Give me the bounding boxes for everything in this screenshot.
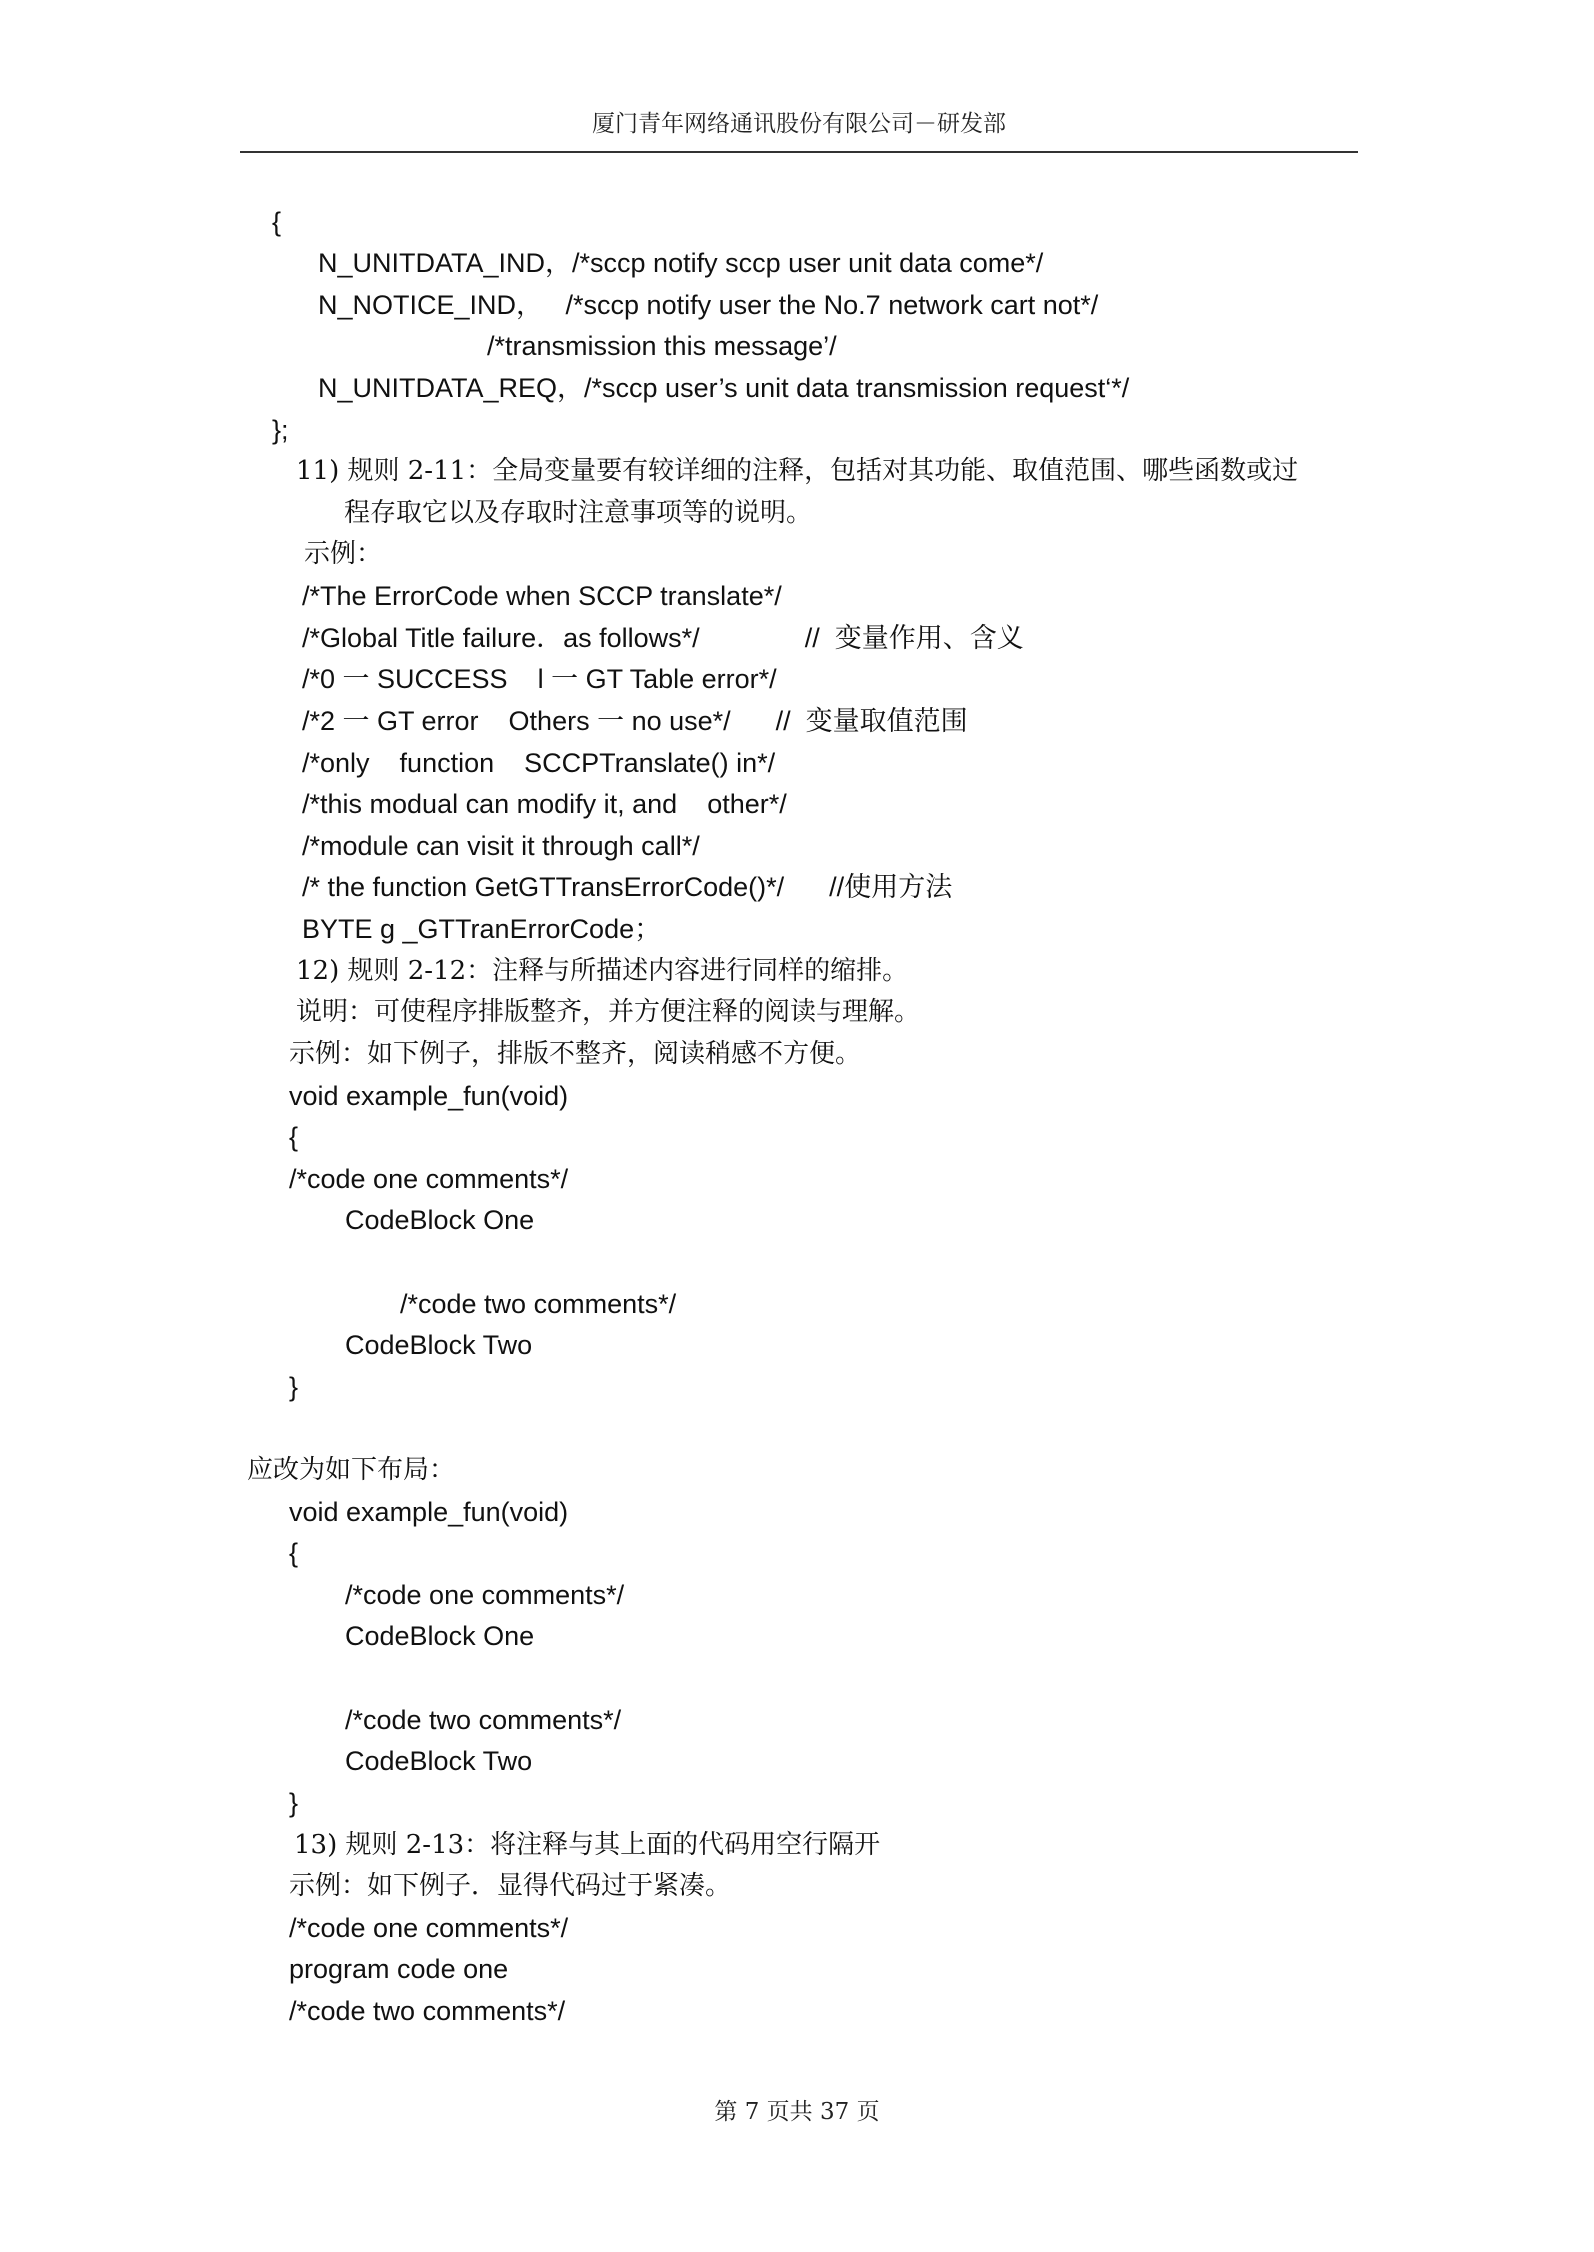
rule-text: 说明：可使程序排版整齐，并方便注释的阅读与理解。 — [296, 997, 921, 1027]
code-line: { — [289, 1122, 299, 1152]
example-label: 示例：如下例子，排版不整齐，阅读稍感不方便。 — [289, 1039, 862, 1069]
code-line: /*The ErrorCode when SCCP translate*/ — [302, 581, 782, 611]
header-divider — [240, 151, 1358, 153]
rule-heading: 13) 规则 2-13：将注释与其上面的代码用空行隔开 — [294, 1830, 881, 1860]
code-line: /*this modual can modify it, and other*/ — [302, 789, 787, 819]
code-line: } — [289, 1788, 299, 1818]
code-line: { — [272, 207, 282, 237]
code-line: program code one — [289, 1954, 509, 1984]
code-line: /*code one comments*/ — [289, 1913, 569, 1943]
code-line: /*code one comments*/ — [289, 1164, 569, 1194]
code-line: /*only function SCCPTranslate() in*/ — [302, 748, 776, 778]
code-line: { — [289, 1538, 299, 1568]
code-line: CodeBlock Two — [345, 1330, 533, 1360]
rule-heading: 12) 规则 2-12：注释与所描述内容进行同样的缩排。 — [296, 956, 909, 986]
code-line: /*code two comments*/ — [289, 1996, 566, 2026]
code-line: } — [289, 1372, 299, 1402]
code-line: void example_fun(void) — [289, 1081, 569, 1111]
page-number: 第 7 页共 37 页 — [714, 2099, 880, 2125]
example-label: 示例： — [304, 539, 383, 569]
example-label: 示例：如下例子．显得代码过于紧凑。 — [289, 1871, 732, 1901]
code-line: /*code two comments*/ — [345, 1705, 622, 1735]
code-line: }; — [272, 415, 289, 445]
code-line: void example_fun(void) — [289, 1497, 569, 1527]
code-line: /*Global Title failure．as follows*/ // 变量作用、含义 — [302, 623, 1024, 653]
code-line: CodeBlock One — [345, 1205, 535, 1235]
code-line: N_NOTICE_IND， /*sccp notify user the No.7 network cart not*/ — [318, 290, 1099, 320]
code-line: N_UNITDATA_REQ，/*sccp user’s unit data transmission request‘*/ — [318, 373, 1130, 403]
rule-text: 程存取它以及存取时注意事项等的说明。 — [344, 498, 813, 528]
page-header-title: 厦门青年网络通讯股份有限公司－研发部 — [592, 111, 1006, 137]
code-line: /*code two comments*/ — [400, 1289, 677, 1319]
code-line: BYTE g _GTTranErrorCode； — [302, 914, 662, 944]
code-line: /*0 一 SUCCESS l 一 GT Table error*/ — [302, 664, 777, 694]
code-line: CodeBlock One — [345, 1621, 535, 1651]
code-line: /*2 一 GT error Others 一 no use*/ // 变量取值范围 — [302, 706, 968, 736]
code-line: /*module can visit it through call*/ — [302, 831, 700, 861]
code-line: /*transmission this message’/ — [487, 331, 837, 361]
code-line: /* the function GetGTTransErrorCode()*/ //使用方法 — [302, 872, 953, 902]
code-line: /*code one comments*/ — [345, 1580, 625, 1610]
rule-heading: 11) 规则 2-11：全局变量要有较详细的注释，包括对其功能、取值范围、哪些函数或过 — [296, 456, 1299, 486]
code-line: CodeBlock Two — [345, 1746, 533, 1776]
code-line: N_UNITDATA_IND，/*sccp notify sccp user unit data come*/ — [318, 248, 1044, 278]
rule-text: 应改为如下布局： — [247, 1455, 456, 1485]
